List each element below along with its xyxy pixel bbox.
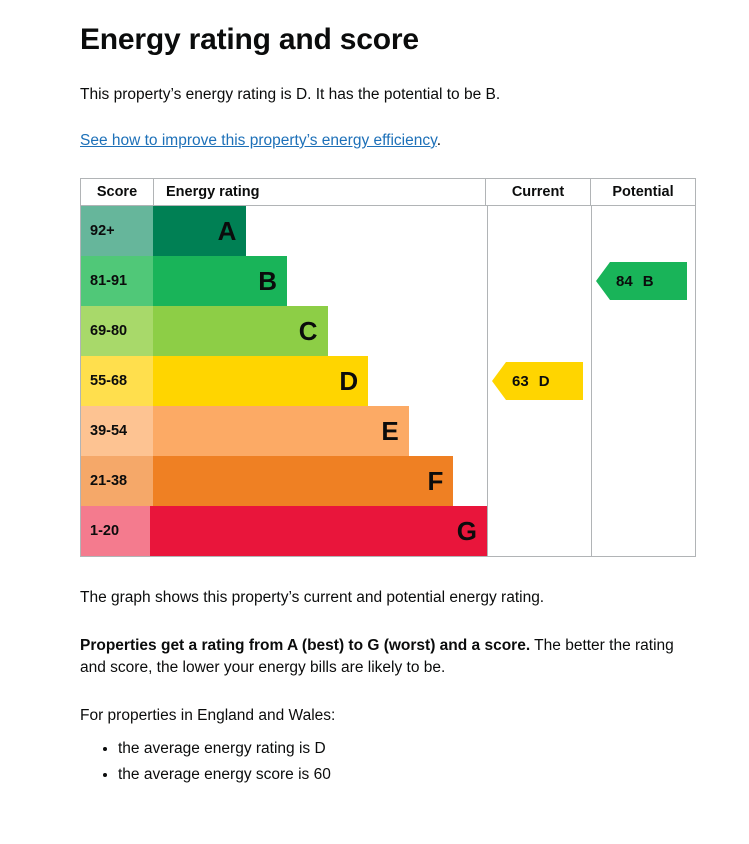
- header-potential: Potential: [612, 184, 674, 200]
- ratings-explainer: [80, 635, 697, 679]
- band-bar-d: D: [153, 356, 368, 406]
- band-score-a: 92+: [81, 206, 153, 256]
- header-score: Score: [81, 179, 154, 205]
- band-row: [81, 406, 487, 456]
- averages-list: [80, 737, 697, 787]
- band-bar-g: G: [150, 506, 487, 556]
- band-bar-c: C: [153, 306, 328, 356]
- band-row: [81, 506, 487, 556]
- band-bars: [81, 206, 487, 556]
- potential-rating-arrow: [596, 262, 687, 300]
- band-bar-f: F: [153, 456, 453, 506]
- band-score-d: 55-68: [81, 356, 153, 406]
- potential-column: [591, 206, 695, 556]
- band-score-g: 1-20: [81, 506, 150, 556]
- band-row: [81, 256, 487, 306]
- band-row: [81, 456, 487, 506]
- potential-letter: B: [642, 272, 654, 290]
- band-bar-b: B: [153, 256, 287, 306]
- ratings-explainer-bold: Properties get a rating from A (best) to G (worst) and a score.: [80, 637, 531, 654]
- band-bar-e: E: [153, 406, 409, 456]
- band-row: [81, 306, 487, 356]
- band-row: [81, 356, 487, 406]
- band-score-b: 81-91: [81, 256, 153, 306]
- improve-link-line: [80, 132, 697, 150]
- energy-rating-graph: [80, 178, 696, 557]
- band-row: [81, 206, 487, 256]
- potential-arrow-content: [596, 262, 687, 300]
- graph-caption: The graph shows this property’s current and potential energy rating.: [80, 589, 545, 606]
- current-letter: D: [538, 372, 550, 390]
- current-arrow-content: [492, 362, 583, 400]
- band-score-c: 69-80: [81, 306, 153, 356]
- current-rating-arrow: [492, 362, 583, 400]
- list-item: • the average energy rating is D: [118, 737, 697, 761]
- graph-header-row: [81, 179, 695, 206]
- region-intro: For properties in England and Wales:: [80, 707, 336, 724]
- band-bar-a: A: [153, 206, 246, 256]
- header-energy-rating: Energy rating: [154, 179, 486, 205]
- page-title: Energy rating and score: [80, 23, 419, 56]
- current-column: [487, 206, 591, 556]
- potential-score: 84: [616, 272, 633, 290]
- list-item: • the average energy score is 60: [118, 763, 697, 787]
- ratings-explainer-rest: The better the rating and score, the lower your energy bills are likely to be.: [80, 637, 674, 676]
- improve-link-suffix: .: [436, 132, 441, 149]
- improve-efficiency-link[interactable]: See how to improve this property’s energy efficiency: [80, 132, 437, 149]
- graph-body: [81, 206, 695, 556]
- intro-text: This property’s energy rating is D. It has the potential to be B.: [80, 86, 501, 103]
- current-score: 63: [512, 372, 529, 390]
- header-current: Current: [486, 179, 591, 205]
- band-score-f: 21-38: [81, 456, 153, 506]
- band-score-e: 39-54: [81, 406, 153, 456]
